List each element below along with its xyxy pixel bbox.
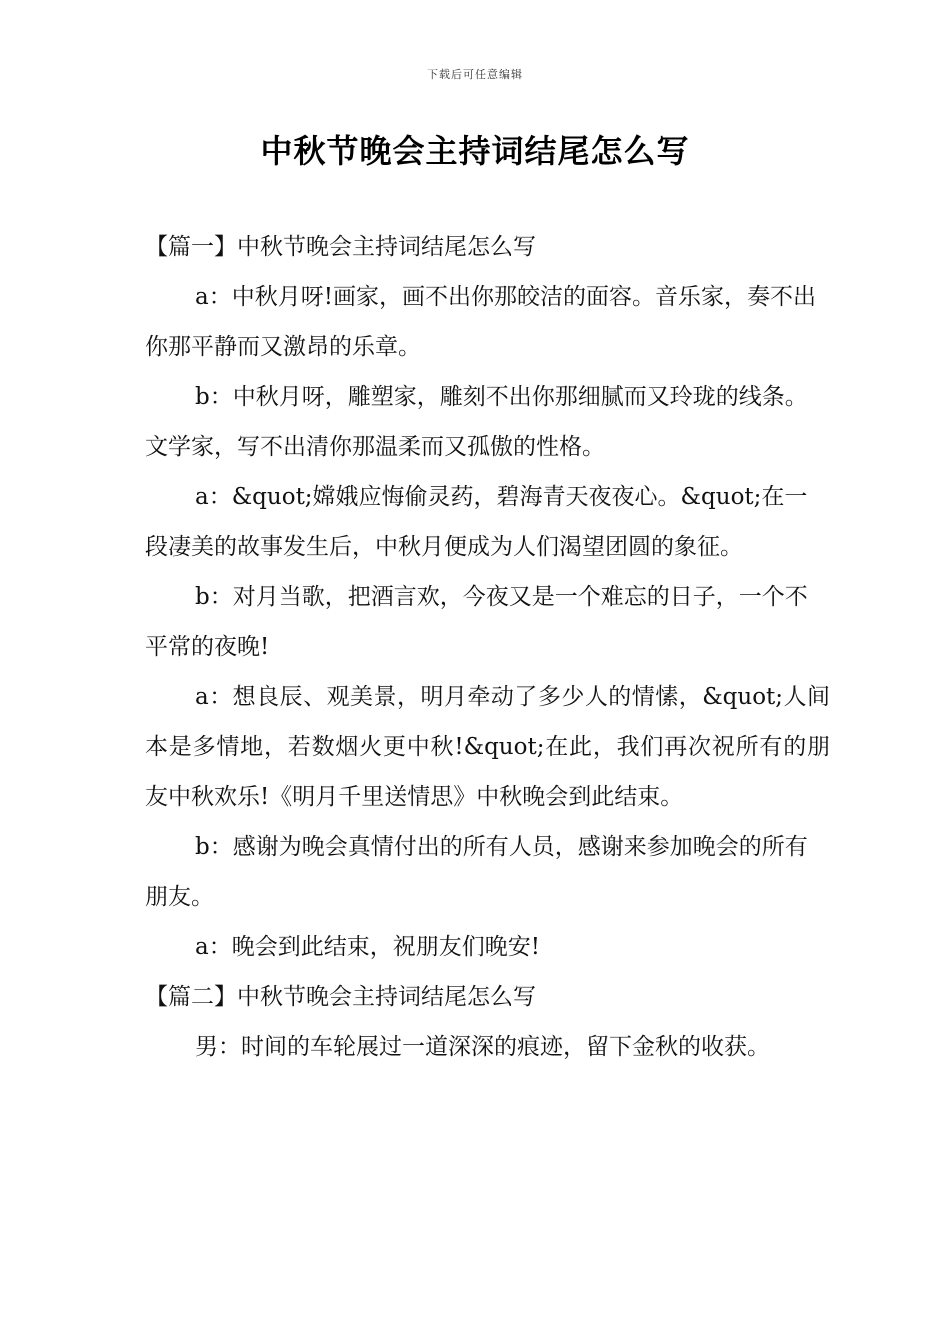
section-heading: 【篇二】中秋节晚会主持词结尾怎么写 [145,984,536,1010]
header-note: 下载后可任意编辑 [427,68,523,81]
document-title: 中秋节晚会主持词结尾怎么写 [260,132,690,170]
paragraph: b：感谢为晚会真情付出的所有人员，感谢来参加晚会的所有朋友。 [145,834,808,910]
paragraph: b：对月当歌，把酒言欢，今夜又是一个难忘的日子，一个不平常的夜晚! [145,584,808,660]
paragraph: a：中秋月呀!画家，画不出你那皎洁的面容。音乐家，奏不出你那平静而又激昂的乐章。 [145,284,816,360]
paragraph: b：中秋月呀，雕塑家，雕刻不出你那细腻而又玲珑的线条。文学家，写不出清你那温柔而又孤傲的性格。 [145,384,808,460]
document-body [145,222,830,1072]
paragraph: a：&quot;嫦娥应悔偷灵药，碧海青天夜夜心。&quot;在一段凄美的故事发生后，中秋月便成为人们渴望团圆的象征。 [145,484,808,560]
paragraph: 男：时间的车轮展过一道深深的痕迹，留下金秋的收获。 [195,1034,770,1060]
paragraph: a：晚会到此结束，祝朋友们晚安! [195,934,540,960]
paragraph: a：想良辰、观美景，明月牵动了多少人的情愫，&quot;人间本是多情地，若数烟火更中秋!&quot;在此，我们再次祝所有的朋友中秋欢乐!《明月千里送情思》中秋晚会到此结束。 [145,684,830,810]
section-heading: 【篇一】中秋节晚会主持词结尾怎么写 [145,234,536,260]
